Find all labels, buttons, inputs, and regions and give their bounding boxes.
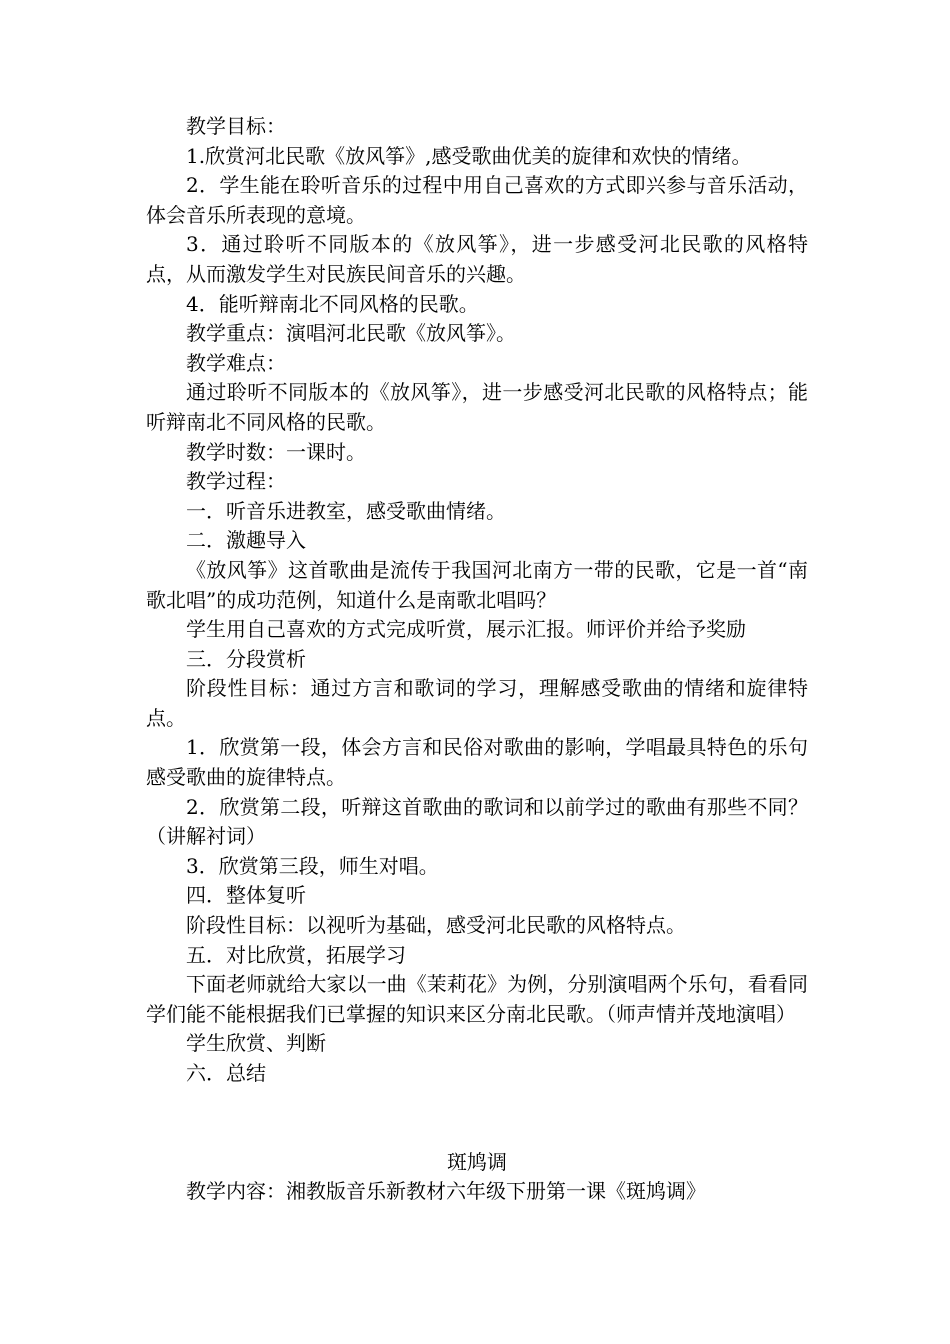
heading-teaching-difficulty: 教学难点： [186,350,286,375]
goal-item-4: 4．能听辩南北不同风格的民歌。 [186,291,479,316]
teaching-hours: 教学时数：一课时。 [186,439,366,464]
next-lesson-title: 斑鸠调 [447,1149,507,1174]
process-step-2-text: 《放风筝》这首歌曲是流传于我国河北南方一带的民歌，它是一首“南歌北唱”的成功范例，知道什么是南歌北唱吗？ [146,557,808,612]
next-lesson-content: 教学内容：湘教版音乐新教材六年级下册第一课《斑鸠调》 [186,1179,706,1204]
process-step-2: 二．激趣导入 [186,528,306,553]
teaching-difficulty-text: 通过聆听不同版本的《放风筝》，进一步感受河北民歌的风格特点；能听辩南北不同风格的民歌。 [146,380,808,434]
process-step-5: 五．对比欣赏，拓展学习 [186,942,406,967]
heading-teaching-goals: 教学目标： [186,114,286,138]
process-step-4: 四．整体复听 [186,883,306,908]
process-step-4-goal: 阶段性目标：以视听为基础，感受河北民歌的风格特点。 [186,913,686,938]
heading-teaching-process: 教学过程： [186,469,286,494]
process-step-5-text: 下面老师就给大家以一曲《茉莉花》为例，分别演唱两个乐句，看看同学们能不能根据我们已掌握的知识来区分南北民歌。（师声情并茂地演唱） [146,972,808,1026]
process-step-3-part-1: 1．欣赏第一段，体会方言和民俗对歌曲的影响，学唱最具特色的乐句感受歌曲的旋律特点。 [146,735,808,790]
goal-item-1: 1.欣赏河北民歌《放风筝》,感受歌曲优美的旋律和欢快的情绪。 [186,143,752,168]
goal-item-3: 3．通过聆听不同版本的《放风筝》，进一步感受河北民歌的风格特点，从而激发学生对民族民间音乐的兴趣。 [146,232,808,286]
process-step-3: 三．分段赏析 [186,646,306,671]
process-step-1: 一．听音乐进教室，感受歌曲情绪。 [186,498,506,523]
process-step-3-part-2: 2．欣赏第二段，听辩这首歌曲的歌词和以前学过的歌曲有那些不同？（讲解衬词） [146,794,808,849]
teaching-focus: 教学重点：演唱河北民歌《放风筝》。 [186,321,516,346]
process-step-6: 六．总结 [186,1061,266,1085]
process-step-2-activity: 学生用自己喜欢的方式完成听赏，展示汇报。师评价并给予奖励 [186,617,746,642]
process-step-3-goal: 阶段性目标：通过方言和歌词的学习，理解感受歌曲的情绪和旋律特点。 [146,676,808,730]
document-body [146,112,808,1207]
process-step-5-activity: 学生欣赏、判断 [186,1031,326,1056]
goal-item-2: 2．学生能在聆听音乐的过程中用自己喜欢的方式即兴参与音乐活动，体会音乐所表现的意境。 [146,173,808,227]
process-step-3-part-3: 3．欣赏第三段，师生对唱。 [186,853,439,878]
section-gap [146,1089,808,1148]
